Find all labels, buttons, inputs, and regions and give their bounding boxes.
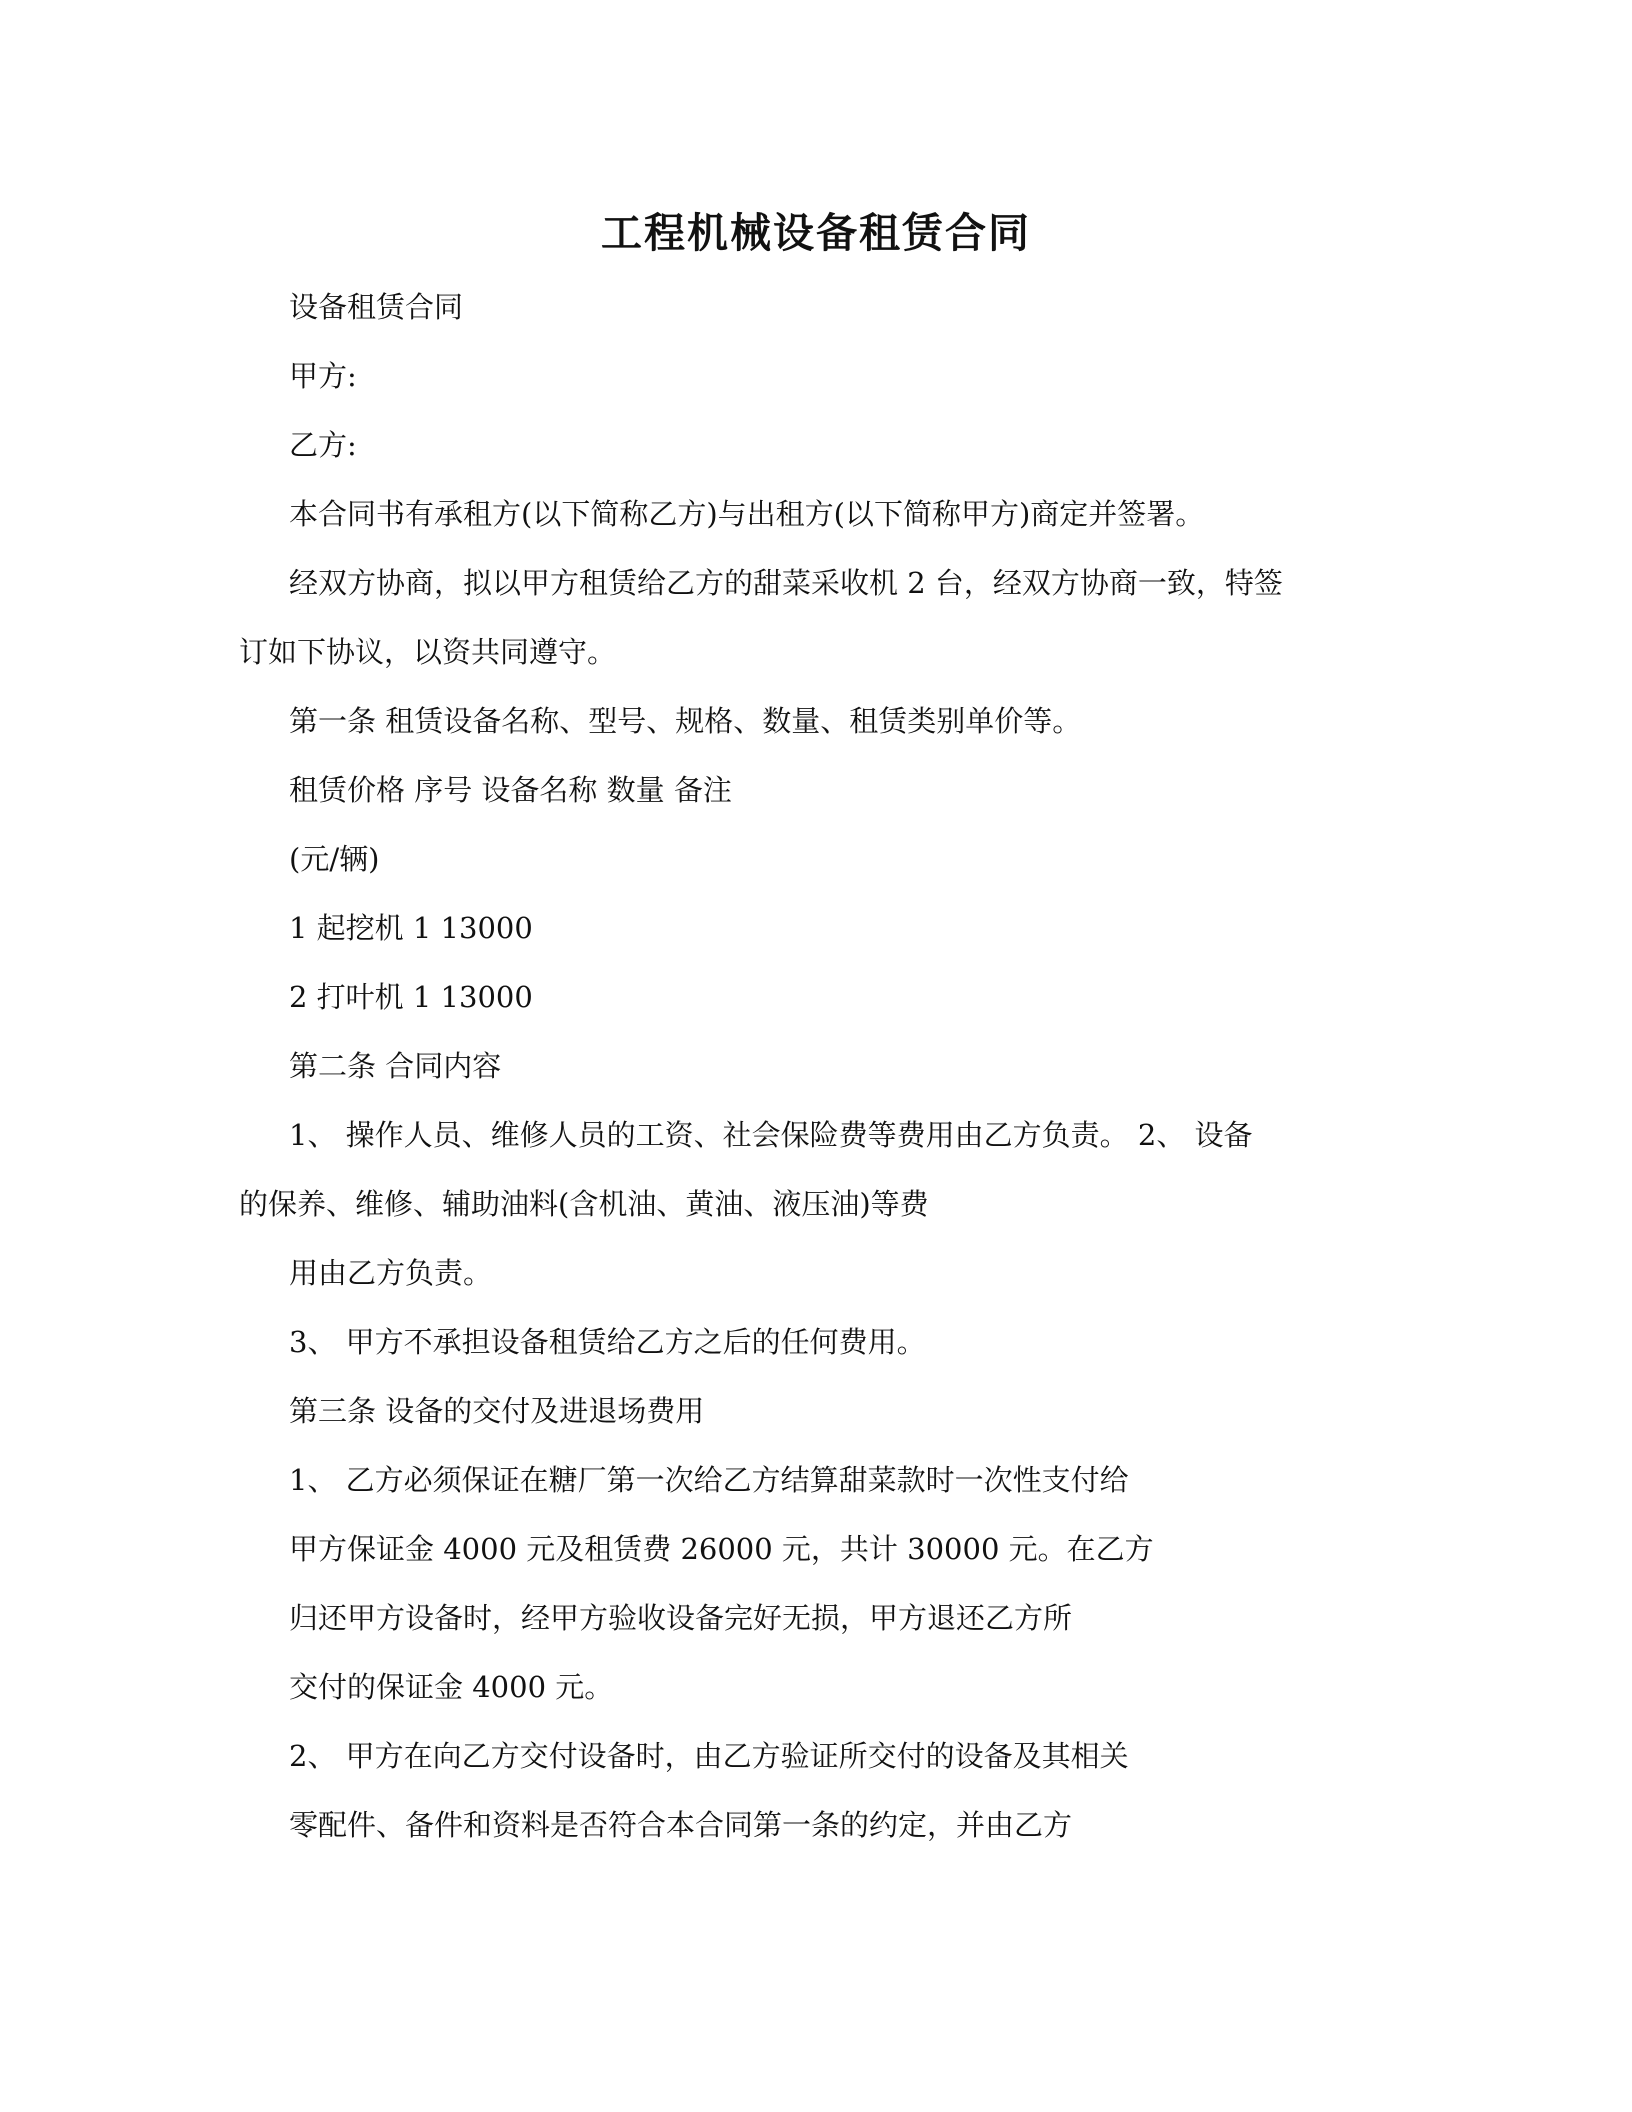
paragraph-line: 第二条 合同内容	[289, 1049, 502, 1083]
paragraph-line: (元/辆)	[289, 842, 380, 876]
paragraph-line: 1、 乙方必须保证在糖厂第一次给乙方结算甜菜款时一次性支付给	[289, 1463, 1129, 1497]
paragraph-line: 用由乙方负责。	[289, 1256, 493, 1290]
paragraph-line: 1、 操作人员、维修人员的工资、社会保险费等费用由乙方负责。 2、 设备	[289, 1118, 1253, 1152]
paragraph-line: 第三条 设备的交付及进退场费用	[289, 1394, 705, 1428]
paragraph-line: 经双方协商，拟以甲方租赁给乙方的甜菜采收机 2 台，经双方协商一致，特签	[289, 566, 1283, 600]
paragraph-line: 本合同书有承租方(以下简称乙方)与出租方(以下简称甲方)商定并签署。	[289, 497, 1205, 531]
paragraph-line: 2 打叶机 1 13000	[289, 980, 533, 1014]
paragraph-line: 甲方保证金 4000 元及租赁费 26000 元，共计 30000 元。在乙方	[289, 1532, 1154, 1566]
paragraph-line: 租赁价格 序号 设备名称 数量 备注	[289, 773, 732, 807]
document-title: 工程机械设备租赁合同	[601, 209, 1031, 257]
paragraph-line: 零配件、备件和资料是否符合本合同第一条的约定，并由乙方	[289, 1808, 1073, 1842]
paragraph-line: 的保养、维修、辅助油料(含机油、黄油、液压油)等费	[239, 1187, 929, 1221]
paragraph-line: 1 起挖机 1 13000	[289, 911, 533, 945]
paragraph-line: 3、 甲方不承担设备租赁给乙方之后的任何费用。	[289, 1325, 926, 1359]
paragraph-line: 2、 甲方在向乙方交付设备时，由乙方验证所交付的设备及其相关	[289, 1739, 1129, 1773]
paragraph-line: 订如下协议，以资共同遵守。	[239, 635, 617, 669]
paragraph-line: 交付的保证金 4000 元。	[289, 1670, 614, 1704]
paragraph-line: 乙方:	[289, 428, 357, 462]
paragraph-line: 归还甲方设备时，经甲方验收设备完好无损，甲方退还乙方所	[289, 1601, 1073, 1635]
paragraph-line: 设备租赁合同	[289, 290, 464, 324]
paragraph-line: 第一条 租赁设备名称、型号、规格、数量、租赁类别单价等。	[289, 704, 1082, 738]
paragraph-line: 甲方:	[289, 359, 357, 393]
